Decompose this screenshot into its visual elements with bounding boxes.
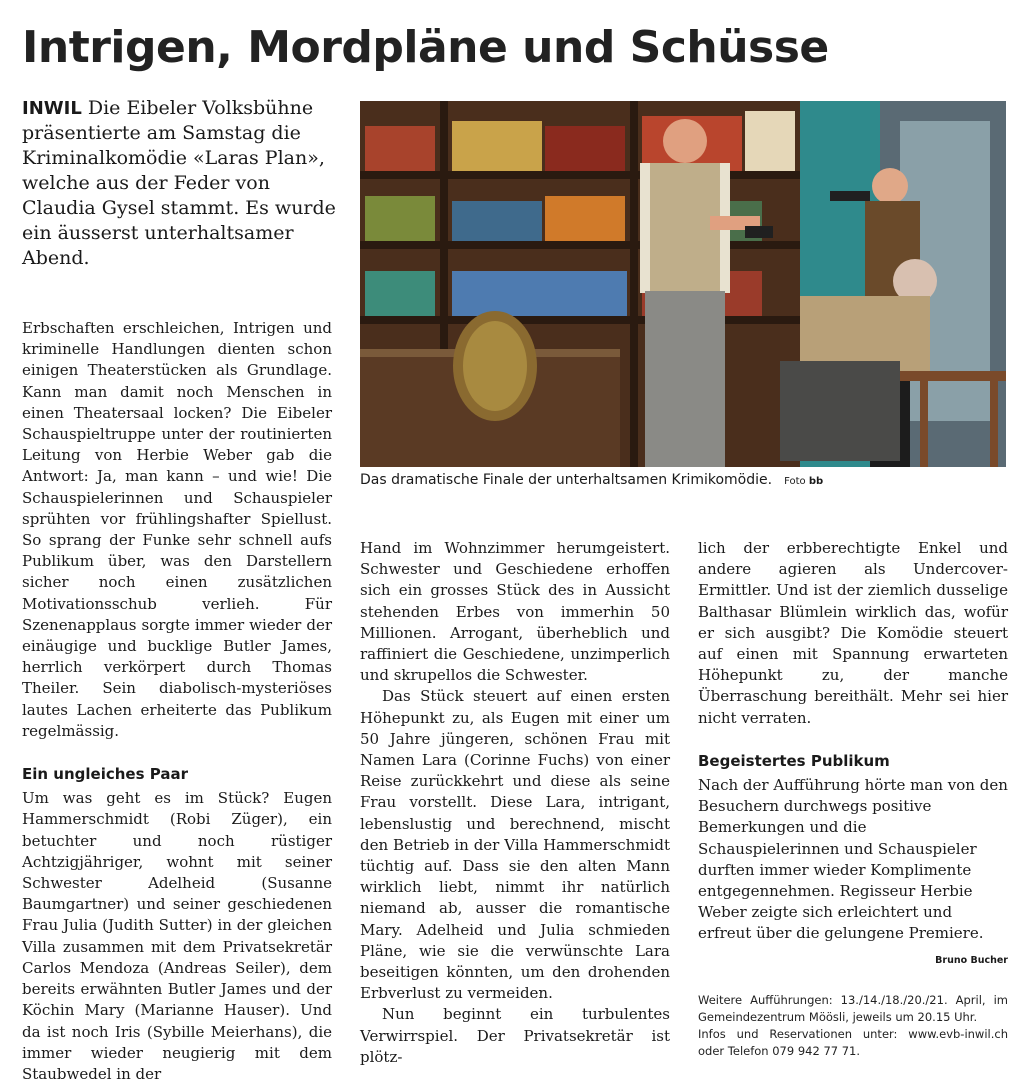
paragraph: Nun beginnt ein turbulentes Verwirrspiel. Der Privatsekretär ist plötz- (360, 1005, 670, 1066)
paragraph: Hand im Wohnzimmer herumgeistert. Schwester und Geschiedene erhoffen sich ein grosses Stück des in Aussicht stehenden Erbes von immerhin 50 Millionen. Arrogant, überheblich und raffiniert die Geschiedene, unzimperlich und skrupellos die Schwester. (360, 539, 670, 685)
headline: Intrigen, Mordpläne und Schüsse (22, 22, 829, 73)
paragraph: lich der erbberechtigte Enkel und andere agieren als Undercover-Ermittler. Und ist der ziemlich dusselige Balthasar Blümlein wirklich das, wofür er sich ausgibt? Die Komödie steuert auf einen mit Spannung erwarteten Höhepunkt zu, der manche Überraschung bereithält. Mehr sei hier nicht verraten. (698, 539, 1008, 727)
lead-text: Die Eibeler Volksbühne präsentierte am Samstag die Kriminalkomödie «Laras Plan», welche aus der Feder von Claudia Gysel stammt. Es wurde ein äusserst unterhaltsamer Abend. (22, 97, 336, 269)
paragraph: Nach der Aufführung hörte man von den Besuchern durchwegs positive Bemerkungen und die Schauspielerinnen und Schauspieler durften immer wieder Komplimente entgegennehmen. Regisseur Herbie Weber zeigte sich erleichtert und erfreut über die gelungene Premiere. Bruno Bucher (698, 775, 1008, 945)
paragraph: Das Stück steuert auf einen ersten Höhepunkt zu, als Eugen mit einer um 50 Jahre jüngeren, schönen Frau mit Namen Lara (Corinne Fuchs) von einer Reise zurückkehrt und diese als seine Frau vorstellt. Diese Lara, intrigant, lebenslustig und berechnend, mischt den Betrieb in der Villa Hammerschmidt tüchtig auf. Dass sie den alten Mann wirklich liebt, nimmt ihr natürlich niemand ab, ausser die romantische Mary. Adelheid und Julia schmieden Pläne, wie sie die verwünschte Lara beseitigen könnten, um den drohenden Erbverlust zu vermeiden. (360, 687, 670, 1003)
column-3 (698, 538, 1008, 971)
paragraph: Um was geht es im Stück? Eugen Hammerschmidt (Robi Züger), ein betuchter und noch rüstiger Achtzigjähriger, wohnt mit seiner Schwester Adelheid (Susanne Baumgartner) und seiner geschiedenen Frau Julia (Judith Sutter) in der gleichen Villa zusammen mit dem Privatsekretär Carlos Mendoza (Andreas Seiler), dem bereits erwähnten Butler James und der Köchin Mary (Marianne Hauser). Und da ist noch Iris (Sybille Meierhans), die immer wieder neugierig mit dem Staubwedel in der (22, 789, 332, 1083)
info-dates: Weitere Aufführungen: 13./14./18./20./21. April, im Gemeindezentrum Möösli, jeweils um 20.15 Uhr. (698, 993, 1008, 1024)
column-1 (22, 318, 332, 1085)
subheading: Begeistertes Publikum (698, 751, 890, 770)
column-2 (360, 538, 670, 1068)
photo-credit: Foto bb (784, 476, 824, 487)
performance-info (698, 992, 1008, 1060)
lead-kicker: INWIL (22, 98, 82, 119)
article-photo (360, 101, 1006, 467)
paragraph: Erbschaften erschleichen, Intrigen und kriminelle Handlungen dienten schon einigen Theaterstücken als Grundlage. Kann man damit noch Menschen in einen Theatersaal locken? Die Eibeler Schauspieltruppe unter der routinierten Leitung von Herbie Weber gab die Antwort: Ja, man kann – und wie! Die Schauspielerinnen und Schauspieler sprühten vor frühlingshafter Spiellust. So sprang der Funke sehr schnell aufs Publikum über, was den Darstellern sicher noch einen zusätzlichen Motivationsschub verlieh. Für Szenenapplaus sorgte immer wieder der einäugige und bucklige Butler James, herrlich verkörpert durch Thomas Theiler. Sein diabolisch-mysteriöses lautes Lachen erheiterte das Publikum regelmässig. (22, 319, 332, 740)
photo-caption (360, 472, 1006, 488)
lead-paragraph (22, 96, 344, 271)
info-contact: Infos und Reservationen unter: www.evb-inwil.ch oder Telefon 079 942 77 71. (698, 1027, 1008, 1058)
author-byline: Bruno Bucher (935, 954, 1008, 966)
caption-text: Das dramatische Finale der unterhaltsamen Krimikomödie. (360, 472, 773, 488)
subheading: Ein ungleiches Paar (22, 765, 188, 784)
